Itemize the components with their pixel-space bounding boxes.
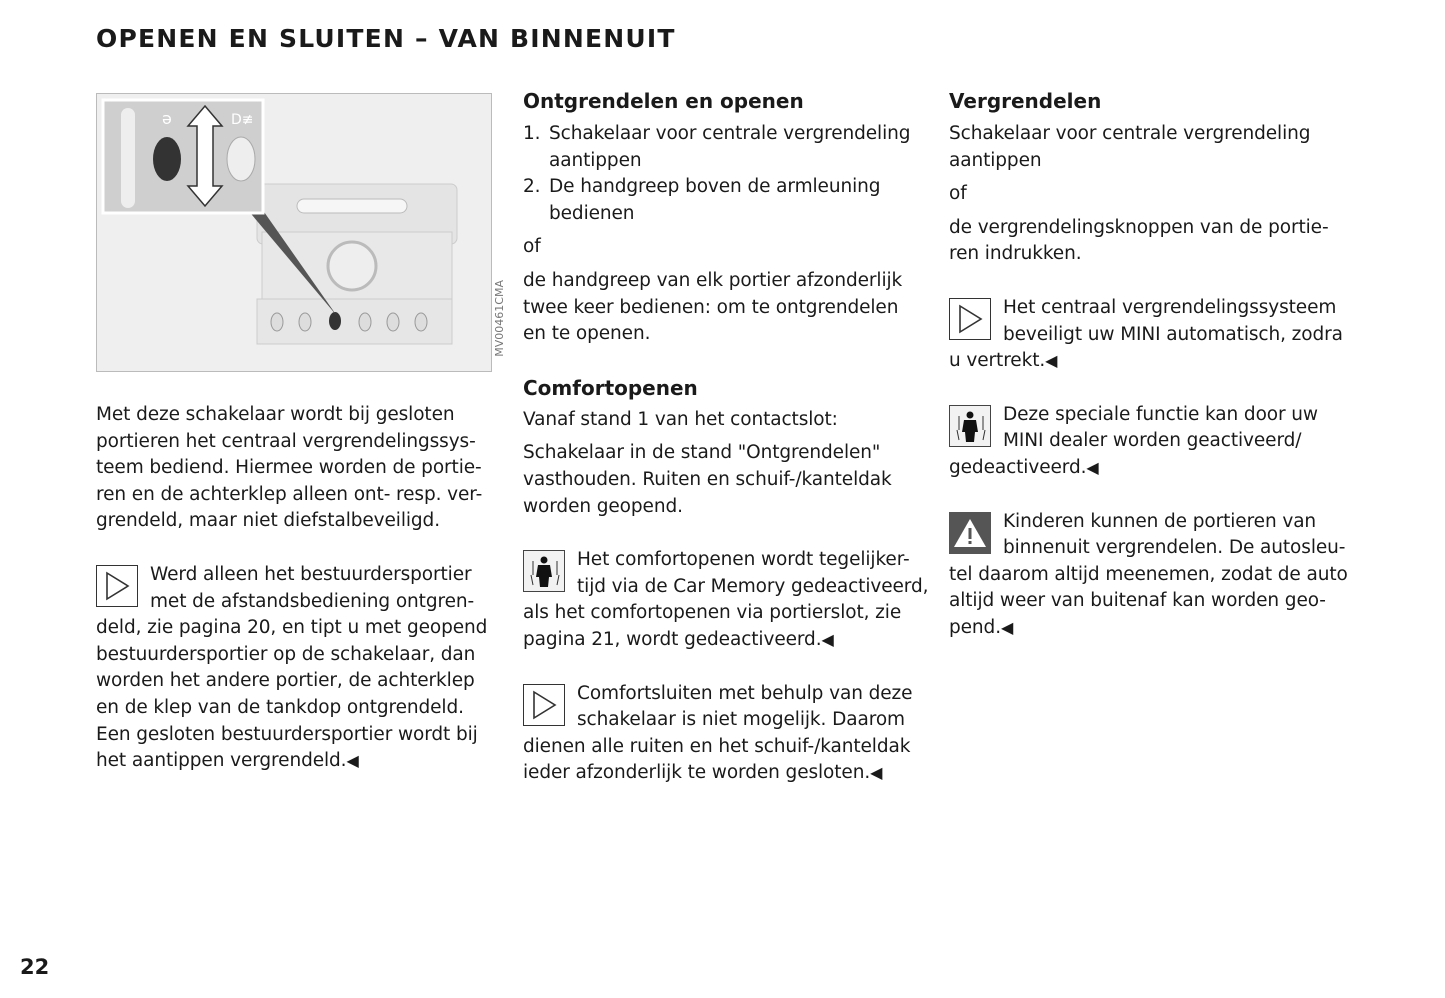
dealer-figure-icon <box>523 550 565 592</box>
column-2 <box>523 88 943 787</box>
lock-paragraph-2: de vergrendelingsknoppen van de portie- ren indrukken. <box>949 216 1329 265</box>
end-mark-icon: ◀ <box>1045 351 1058 371</box>
column-3 <box>949 88 1369 642</box>
heading-comfort-open: Comfortopenen <box>523 375 698 400</box>
heading-unlock-open: Ontgrendelen en openen <box>523 89 804 113</box>
note-triangle-icon <box>96 565 138 607</box>
handle-paragraph: de handgreep van elk portier afzonderlijk twee keer bedienen: om te ontgrendelen en te openen. <box>523 269 903 345</box>
svg-text:ə: ə <box>162 109 172 128</box>
warning-text: Kinderen kunnen de portieren van binnenuit vergrendelen. De autosleu- tel daarom altijd meenemen, zodat de auto altijd weer van buitenaf kan worden geo- pend. <box>949 510 1348 638</box>
image-code: MV00461CMA <box>493 280 506 357</box>
note-triangle-icon <box>523 684 565 726</box>
dealer-figure-icon <box>949 405 991 447</box>
note-auto-lock <box>949 295 1369 375</box>
end-mark-icon: ◀ <box>1000 617 1014 637</box>
comfort-paragraph-1: Vanaf stand 1 van het contactslot: <box>523 408 838 430</box>
or-text: of <box>523 236 541 258</box>
dashboard-switch-illustration <box>96 93 492 372</box>
svg-text:D≢: D≢ <box>231 112 254 128</box>
intro-paragraph: Met deze schakelaar wordt bij gesloten portieren het centraal vergrendelingssys- teem bediend. Hiermee worden de portie- ren en de achterklep alleen ont- resp. ver- grendeld, maar niet diefstalbeveiligd. <box>96 404 483 532</box>
note-car-memory <box>523 547 943 653</box>
steps-list <box>523 121 943 227</box>
note-dealer-function <box>949 402 1369 482</box>
note-text: Comfortsluiten met behulp van deze schakelaar is niet mogelijk. Daarom dienen alle ruiten en het schuif-/kanteldak ieder afzonderlijk te worden gesloten. <box>523 682 913 784</box>
warning-icon <box>949 512 991 554</box>
page-title: OPENEN EN SLUITEN – VAN BINNENUIT <box>96 24 676 53</box>
list-item <box>523 174 943 227</box>
end-mark-icon: ◀ <box>870 763 883 783</box>
list-item <box>523 121 943 174</box>
end-mark-icon: ◀ <box>1086 457 1099 477</box>
warning-children <box>949 509 1369 642</box>
note-text: Het centraal vergrendelingssysteem beveiligt uw MINI automatisch, zodra u vertrekt. <box>949 296 1343 372</box>
list-number: 2. <box>523 176 541 198</box>
note-text: Werd alleen het bestuurdersportier met de afstandsbediening ontgren- deld, zie pagina 20, en tipt u met geopend bestuurdersportier op de schakelaar, dan worden het andere portier, de achterklep en de klep van de tankdop ontgrendeld. Een gesloten bestuurdersportier wordt bij het aantippen vergrendeld. <box>96 564 488 772</box>
end-mark-icon: ◀ <box>821 629 834 649</box>
page-number: 22 <box>20 955 50 979</box>
note-comfort-close <box>523 681 943 787</box>
or-text: of <box>949 183 967 205</box>
list-number: 1. <box>523 123 541 144</box>
list-text: De handgreep boven de armleuning bedienen <box>549 176 881 224</box>
lock-paragraph-1: Schakelaar voor centrale vergrendeling aantippen <box>949 123 1311 171</box>
comfort-paragraph-2: Schakelaar in de stand "Ontgrendelen" vasthouden. Ruiten en schuif-/kanteldak worden geopend. <box>523 442 892 517</box>
note-triangle-icon <box>949 298 991 340</box>
note-text: Deze speciale functie kan door uw MINI dealer worden geactiveerd/ gedeactiveerd. <box>949 403 1318 478</box>
list-text: Schakelaar voor centrale vergrendeling aantippen <box>549 123 911 171</box>
heading-lock: Vergrendelen <box>949 89 1102 113</box>
note-driver-door <box>96 562 506 775</box>
note-text: Het comfortopenen wordt tegelijker- tijd via de Car Memory gedeactiveerd, als het comfortopenen via portierslot, zie pagina 21, wordt gedeactiveerd. <box>523 549 929 650</box>
end-mark-icon: ◀ <box>346 751 359 771</box>
